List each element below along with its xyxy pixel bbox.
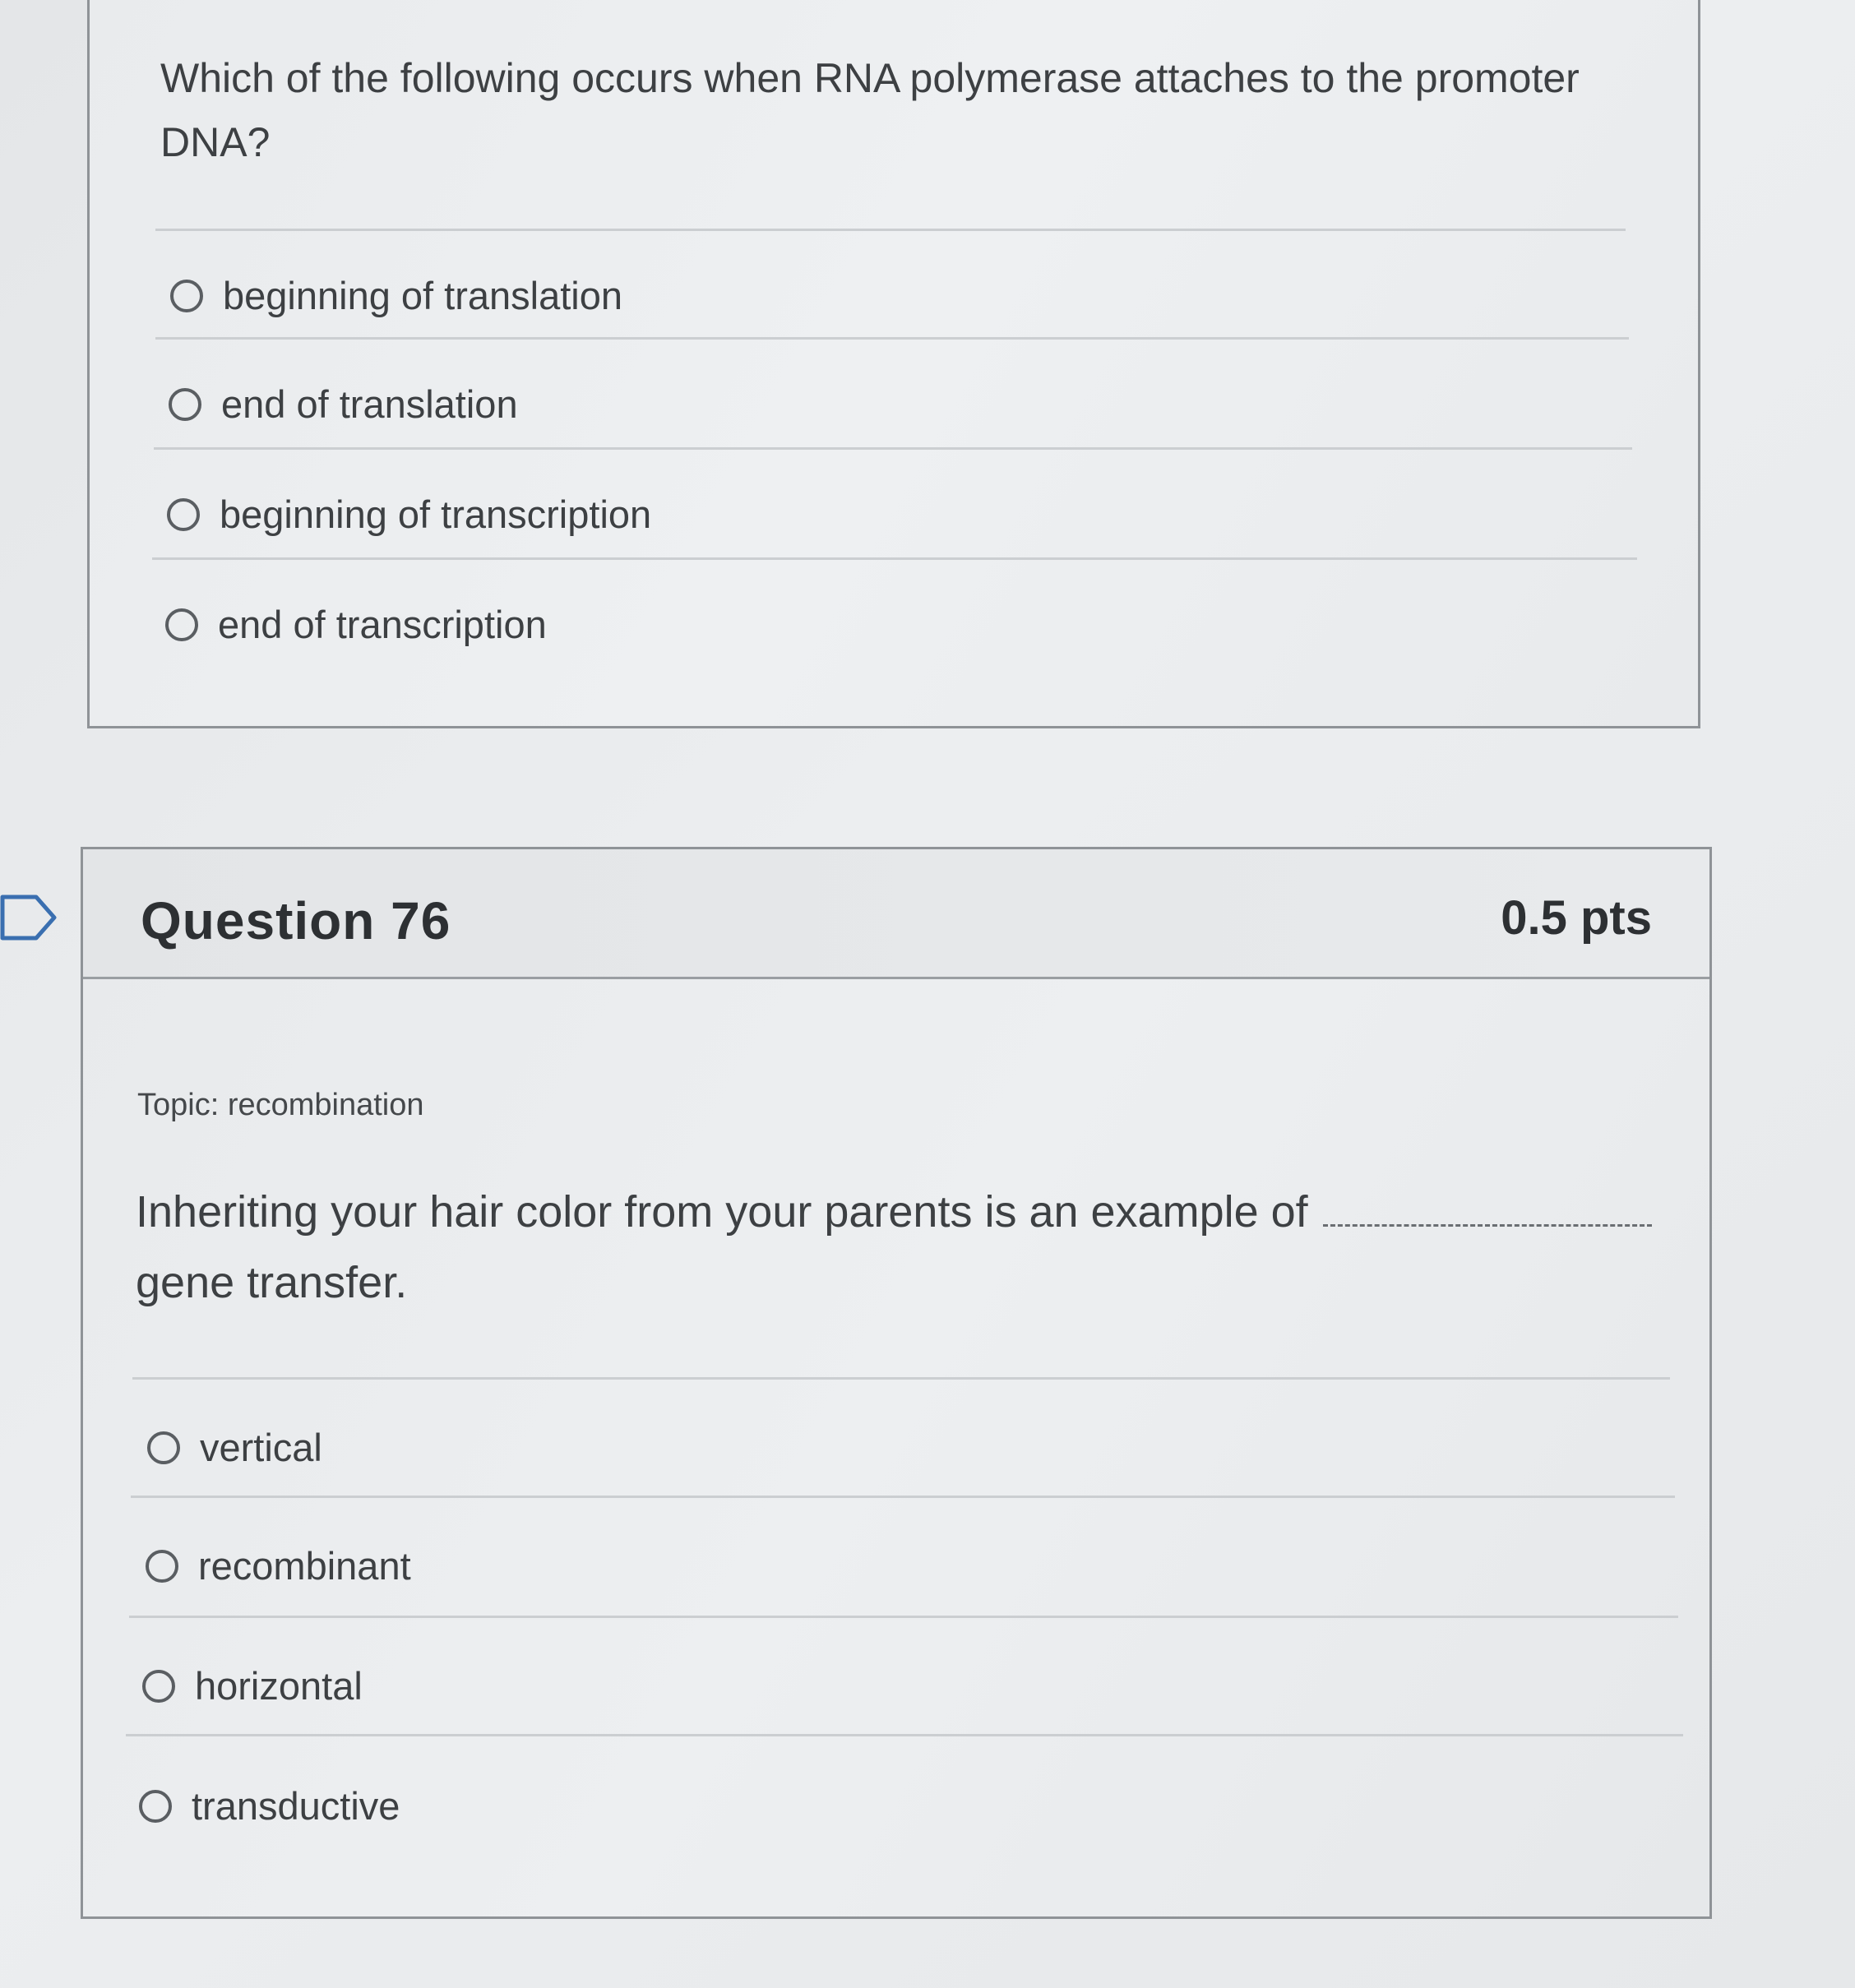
answer-label: recombinant: [198, 1544, 411, 1588]
radio-unselected-icon[interactable]: [147, 1431, 180, 1464]
question-points: 0.5 pts: [1501, 891, 1652, 945]
answer-label: vertical: [200, 1426, 322, 1469]
bookmark-flag-icon[interactable]: [0, 895, 58, 941]
divider: [129, 1616, 1678, 1618]
radio-unselected-icon[interactable]: [169, 388, 201, 421]
question-card-previous: [87, 0, 1700, 728]
question-prompt-text: gene transfer.: [136, 1258, 408, 1307]
question-card-76: [81, 847, 1712, 1919]
answer-option[interactable]: [170, 273, 622, 318]
question-prompt-text: Inheriting your hair color from your parents is an example of: [136, 1187, 1308, 1237]
divider: [154, 447, 1632, 450]
radio-unselected-icon[interactable]: [146, 1550, 178, 1583]
answer-option[interactable]: [139, 1783, 400, 1828]
answer-option[interactable]: [147, 1425, 322, 1470]
divider: [155, 337, 1629, 340]
divider: [132, 1377, 1670, 1380]
answer-label: end of translation: [221, 382, 518, 426]
radio-unselected-icon[interactable]: [170, 280, 203, 312]
divider: [131, 1496, 1675, 1498]
divider: [126, 1734, 1683, 1736]
divider: [155, 229, 1626, 231]
radio-unselected-icon[interactable]: [142, 1670, 175, 1703]
question-prompt: Which of the following occurs when RNA polymerase attaches to the promoter DNA?: [160, 55, 1580, 165]
fill-in-blank: [1323, 1183, 1652, 1227]
answer-option[interactable]: [142, 1663, 363, 1708]
question-title: Question 76: [141, 891, 451, 950]
answer-label: beginning of translation: [223, 274, 623, 317]
answer-label: end of transcription: [218, 603, 547, 646]
radio-unselected-icon[interactable]: [139, 1790, 172, 1823]
answer-label: transductive: [192, 1784, 400, 1828]
answer-option[interactable]: [167, 492, 651, 537]
divider: [152, 557, 1637, 560]
answer-label: beginning of transcription: [220, 492, 652, 536]
question-topic: Topic: recombination: [137, 1088, 424, 1122]
question-prompt: [136, 1177, 1665, 1318]
answer-label: horizontal: [195, 1664, 363, 1708]
answer-option[interactable]: [165, 602, 547, 647]
radio-unselected-icon[interactable]: [165, 608, 198, 641]
answer-option[interactable]: [146, 1543, 411, 1588]
radio-unselected-icon[interactable]: [167, 498, 200, 531]
question-header: [83, 849, 1709, 979]
answer-option[interactable]: [169, 381, 518, 427]
